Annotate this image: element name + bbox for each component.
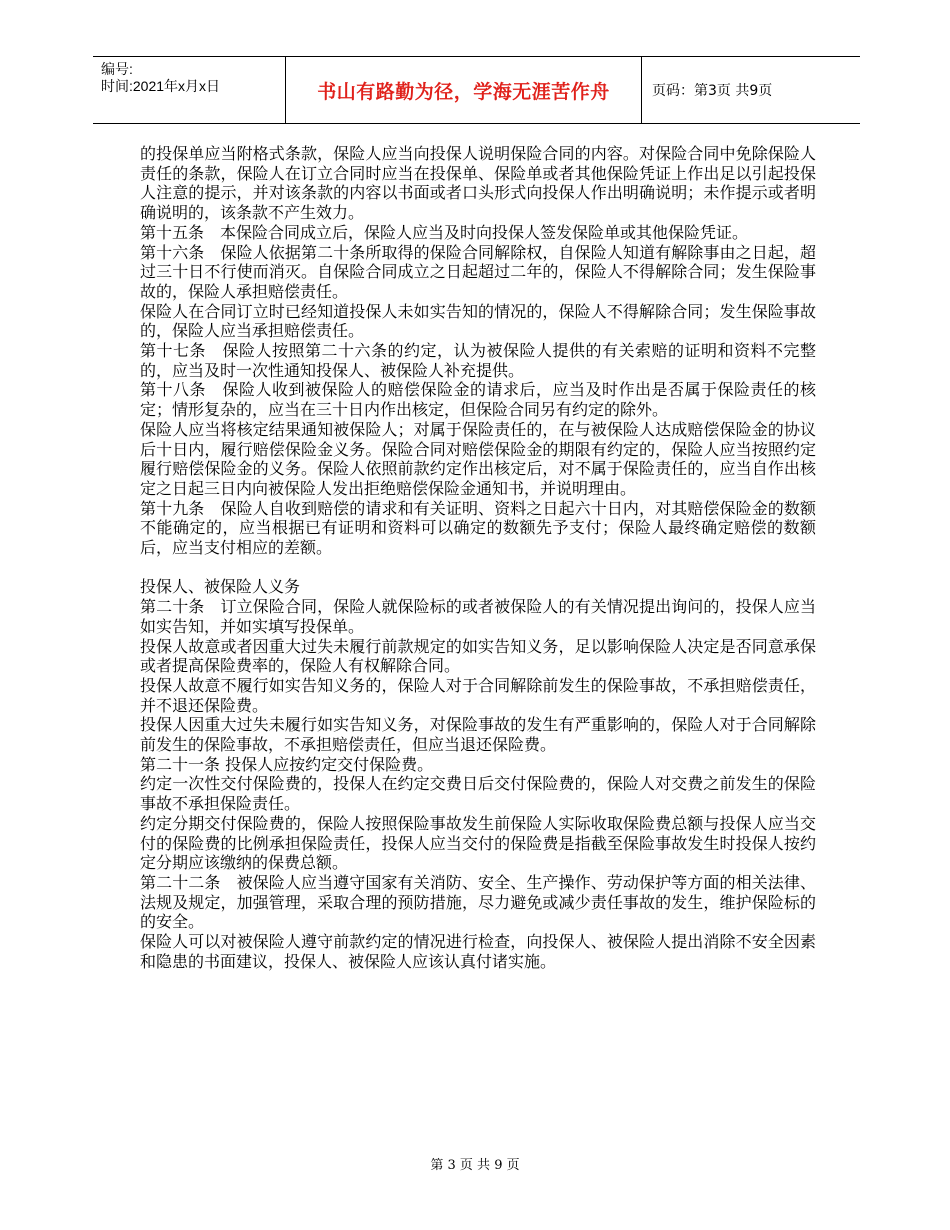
- paragraph: 保险人在合同订立时已经知道投保人未如实告知的情况的，保险人不得解除合同；发生保险事故的，保险人应当承担赔偿责任。: [140, 301, 816, 341]
- header-page-number: 页码：第3页 共9页: [652, 83, 773, 99]
- header-info-cell: [93, 57, 286, 123]
- paragraph: 的投保单应当附格式条款，保险人应当向投保人说明保险合同的内容。对保险合同中免除保险人责任的条款，保险人在订立合同时应当在投保单、保险单或者其他保险凭证上作出足以引起投保人注意的提示，并对该条款的内容以书面或者口头形式向投保人作出明确说明；未作提示或者明确说明的，该条款不产生效力。: [140, 144, 816, 223]
- paragraph: 投保人故意或者因重大过失未履行前款规定的如实告知义务，足以影响保险人决定是否同意承保或者提高保险费率的，保险人有权解除合同。: [140, 636, 816, 676]
- page-footer: 第 3 页 共 9 页: [430, 1158, 520, 1173]
- paragraph: 投保人故意不履行如实告知义务的，保险人对于合同解除前发生的保险事故，不承担赔偿责任，并不退还保险费。: [140, 675, 816, 715]
- document-number-label: 编号:: [101, 61, 133, 77]
- paragraph: 保险人应当将核定结果通知被保险人；对属于保险责任的，在与被保险人达成赔偿保险金的协议后十日内，履行赔偿保险金义务。保险合同对赔偿保险金的期限有约定的，保险人应当按照约定履行赔偿保险金的义务。保险人依照前款约定作出核定后，对不属于保险责任的，应当自作出核定之日起三日内向被保险人发出拒绝赔偿保险金通知书，并说明理由。: [140, 419, 816, 498]
- article-19: 第十九条 保险人自收到赔偿的请求和有关证明、资料之日起六十日内，对其赔偿保险金的数额不能确定的，应当根据已有证明和资料可以确定的数额先予支付；保险人最终确定赔偿的数额后，应当支付相应的差额。: [140, 498, 816, 558]
- page-header: [93, 56, 860, 124]
- section-heading: 投保人、被保险人义务: [140, 577, 301, 597]
- article-15: 第十五条 本保险合同成立后，保险人应当及时向投保人签发保险单或其他保险凭证。: [140, 222, 749, 242]
- document-time-label: 时间:2021年x月x日: [101, 78, 221, 94]
- paragraph: 保险人可以对被保险人遵守前款约定的情况进行检查，向投保人、被保险人提出消除不安全因素和隐患的书面建议，投保人、被保险人应该认真付诸实施。: [140, 932, 816, 971]
- article-17: 第十七条 保险人按照第二十六条的约定，认为被保险人提供的有关索赔的证明和资料不完整的，应当及时一次性通知投保人、被保险人补充提供。: [140, 341, 816, 380]
- article-16: 第十六条 保险人依据第二十条所取得的保险合同解除权，自保险人知道有解除事由之日起，超过三十日不行使而消灭。自保险合同成立之日起超过二年的，保险人不得解除合同；发生保险事故的，保险人承担赔偿责任。: [140, 242, 816, 301]
- paragraph: 约定一次性交付保险费的，投保人在约定交费日后交付保险费的，保险人对交费之前发生的保险事故不承担保险责任。: [140, 774, 816, 814]
- header-motto: 书山有路勤为径，学海无涯苦作舟: [286, 57, 642, 123]
- paragraph: 约定分期交付保险费的，保险人按照保险事故发生前保险人实际收取保险费总额与投保人应当交付的保险费的比例承担保险责任，投保人应当交付的保险费是指截至保险事故发生时投保人按约定分期应该缴纳的保费总额。: [140, 813, 816, 873]
- article-21: 第二十一条 投保人应按约定交付保险费。: [140, 754, 434, 774]
- article-18: 第十八条 保险人收到被保险人的赔偿保险金的请求后，应当及时作出是否属于保险责任的核定；情形复杂的，应当在三十日内作出核定，但保险合同另有约定的除外。: [140, 380, 816, 420]
- document-body: [140, 144, 816, 972]
- article-20: 第二十条 订立保险合同，保险人就保险标的或者被保险人的有关情况提出询问的，投保人应当如实告知，并如实填写投保单。: [140, 597, 816, 636]
- paragraph: 投保人因重大过失未履行如实告知义务，对保险事故的发生有严重影响的，保险人对于合同解除前发生的保险事故，不承担赔偿责任，但应当退还保险费。: [140, 715, 816, 755]
- article-22: 第二十二条 被保险人应当遵守国家有关消防、安全、生产操作、劳动保护等方面的相关法律、法规及规定，加强管理，采取合理的预防措施，尽力避免或减少责任事故的发生，维护保险标的的安全。: [140, 873, 816, 932]
